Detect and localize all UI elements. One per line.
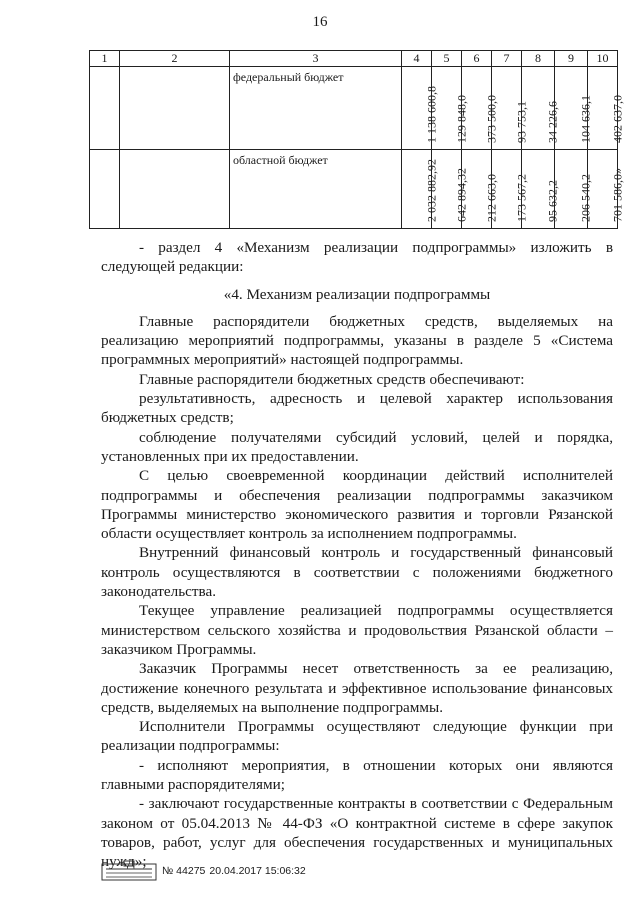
- header-cell: 5: [432, 51, 462, 67]
- paragraph: Главные распорядители бюджетных средств обеспечивают:: [139, 370, 525, 388]
- header-cell: 3: [230, 51, 402, 67]
- value-cell: [402, 67, 438, 150]
- row-label: [230, 67, 402, 150]
- value-text: 34 226,6: [545, 101, 560, 143]
- value-cell: [402, 150, 438, 229]
- value-cell: [462, 150, 498, 229]
- row-label-text: областной бюджет: [233, 153, 328, 167]
- value-text: 104 636,1: [578, 95, 593, 143]
- budget-table: [89, 50, 624, 229]
- empty-cell: [90, 67, 120, 150]
- value-cell: [432, 67, 468, 150]
- value-text: 173 567,2: [514, 174, 528, 222]
- paragraph: Внутренний финансовый контроль и государственный финансовый контроль осуществляются в соответствии с положениями бюджетного законодательства.: [101, 544, 613, 601]
- value-cell: [522, 150, 560, 229]
- paragraph: С целью своевременной координации действий исполнителей подпрограммы и обеспечения реализации подпрограммы заказчиком Программы министерство экономического развития и торговли Рязанской области осуществляет контроль за исполнением подпрограммы.: [101, 467, 613, 543]
- document-number: № 44275: [162, 865, 206, 877]
- header-cell: 7: [492, 51, 522, 67]
- table-header-row: [90, 51, 618, 67]
- value-text: 206 540,2: [578, 174, 593, 222]
- header-cell: 2: [120, 51, 230, 67]
- paragraph: Заказчик Программы несет ответственность за ее реализацию, достижение конечного результата и эффективное использование финансовых средств, выделяемых на выполнение подпрограммы.: [101, 660, 613, 716]
- value-cell: [462, 67, 498, 150]
- header-cell: 9: [555, 51, 588, 67]
- value-cell: [522, 67, 560, 150]
- value-cell: [555, 150, 593, 229]
- value-cell: [432, 150, 468, 229]
- amendment-paragraph: - раздел 4 «Механизм реализации подпрограммы» изложить в следующей редакции:: [101, 239, 613, 276]
- value-cell: [555, 67, 593, 150]
- paragraph: Главные распорядители бюджетных средств, выделяемых на реализацию мероприятий подпрограммы, указаны в разделе 5 «Система программных мероприятий» настоящей подпрограммы.: [101, 312, 613, 369]
- value-text: 373 500,0: [484, 95, 498, 143]
- table-row: [90, 67, 618, 150]
- value-cell: [588, 150, 624, 229]
- header-cell: 8: [522, 51, 555, 67]
- paragraph: соблюдение получателями субсидий условий, целей и порядка, установленных при их предоставлении.: [101, 428, 613, 465]
- header-cell: 10: [588, 51, 618, 67]
- value-text: 2 032 882,92: [424, 159, 438, 222]
- header-cell: 4: [402, 51, 432, 67]
- paragraph: - исполняют мероприятия, в отношении которых они являются главными распорядителями;: [101, 756, 613, 794]
- document-body: [101, 238, 613, 872]
- page-number: 16: [312, 14, 328, 30]
- row-label-text: федеральный бюджет: [233, 70, 344, 84]
- empty-cell: [120, 150, 230, 229]
- paragraph: Исполнители Программы осуществляют следующие функции при реализации подпрограммы:: [101, 718, 613, 755]
- paragraph: - заключают государственные контракты в соответствии с Федеральным законом от 05.04.2013 № 44-ФЗ «О контрактной системе в сфере закупок товаров, работ, услуг для обеспечения государственных и муниципальных нужд»;: [101, 795, 613, 871]
- registry-stamp-icon: [100, 860, 158, 882]
- value-text: 642 894,32: [454, 168, 468, 222]
- value-text: 129 848,0: [454, 95, 468, 143]
- value-cell: [492, 67, 528, 150]
- row-label: [230, 150, 402, 229]
- value-cell: [492, 150, 528, 229]
- document-timestamp: 20.04.2017 15:06:32: [209, 865, 306, 877]
- header-cell: 1: [90, 51, 120, 67]
- empty-cell: [120, 67, 230, 150]
- table-row: [90, 150, 618, 229]
- value-text: 93 753,1: [514, 101, 528, 143]
- value-text: 212 663,0: [484, 174, 498, 222]
- footer: [100, 860, 306, 882]
- value-text: 95 632,2: [545, 180, 560, 222]
- paragraph: результативность, адресность и целевой характер использования бюджетных средств;: [101, 390, 613, 427]
- header-cell: 6: [462, 51, 492, 67]
- value-text: 1 138 600,8: [424, 86, 438, 143]
- section-heading: «4. Механизм реализации подпрограммы: [223, 285, 491, 303]
- paragraph: Текущее управление реализацией подпрограммы осуществляется министерством сельского хозяйства и продовольствия Рязанской области – заказчиком Программы.: [101, 602, 613, 658]
- value-text: 701 586,0»: [610, 168, 624, 222]
- value-text: 402 637,0: [610, 95, 624, 143]
- value-cell: [588, 67, 624, 150]
- empty-cell: [90, 150, 120, 229]
